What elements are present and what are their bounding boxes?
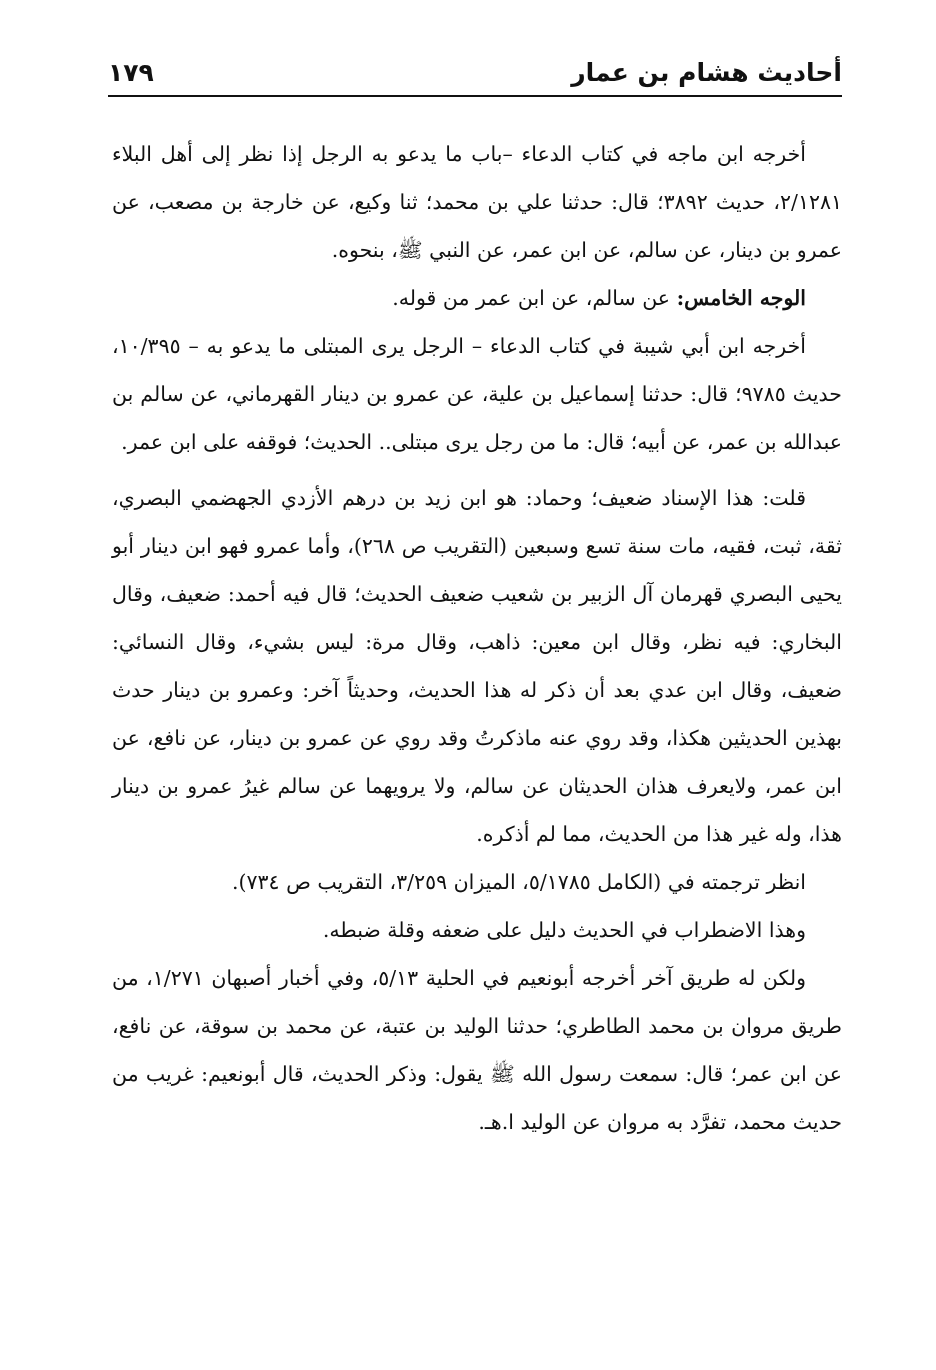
header-rule bbox=[108, 95, 842, 97]
paragraph-fifth-aspect bbox=[112, 274, 842, 322]
paragraph-isnad-critique: قلت: هذا الإسناد ضعيف؛ وحماد: هو ابن زيد بن درهم الأزدي الجهضمي البصري، ثقة، ثبت، فقيه، مات سنة تسع وسبعين (التقريب ص ٢٦٨)، وأما عمرو فهو ابن دينار أبو يحيى البصري قهرمان آل الزبير بن شعيب ضعيف الحديث؛ قال فيه أحمد: ضعيف، وقال البخاري: فيه نظر، وقال ابن معين: ذاهب، وقال مرة: ليس بشيء، وقال النسائي: ضعيف، وقال ابن عدي بعد أن ذكر له هذا الحديث، وحديثاً آخر: وعمرو بن دينار حدث بهذين الحديثين هكذا، وقد روي عنه ماذكرتُ وقد روي عن عمرو بن دينار، عن نافع، عن ابن عمر، ولايعرف هذان الحديثان عن سالم، ولا يرويهما عن سالم غيرُ عمرو بن دينار هذا، وله غير هذا من الحديث، مما لم أذكره. bbox=[112, 486, 842, 846]
paragraph-ibn-majah: أخرجه ابن ماجه في كتاب الدعاء –باب ما يدعو به الرجل إذا نظر إلى أهل البلاء ٢/١٢٨١، حديث ٣٨٩٢؛ قال: حدثنا علي بن محمد؛ ثنا وكيع، عن خارجة بن مصعب، عن عمرو بن دينار، عن سالم، عن ابن عمر، عن النبي ﷺ، بنحوه. bbox=[112, 142, 842, 262]
page-body bbox=[112, 130, 842, 1330]
paragraph-ibn-abi-shaybah: أخرجه ابن أبي شيبة في كتاب الدعاء – الرجل يرى المبتلى ما يدعو به – ١٠/٣٩٥، حديث ٩٧٨٥؛ قال: حدثنا إسماعيل بن علية، عن عمرو بن دينار القهرماني، عن سالم بن عبدالله بن عمر، عن أبيه؛ قال: ما من رجل يرى مبتلى.. الحديث؛ فوقفه على ابن عمر. bbox=[112, 334, 842, 454]
paragraph-abu-nuaym: ولكن له طريق آخر أخرجه أبونعيم في الحلية ٥/١٣، وفي أخبار أصبهان ١/٢٧١، من طريق مروان بن محمد الطاطري؛ حدثنا الوليد بن عتبة، عن محمد بن سوقة، عن نافع، عن ابن عمر؛ قال: سمعت رسول الله ﷺ يقول: وذكر الحديث، قال أبونعيم: غريب من حديث محمد، تفرَّد به مروان عن الوليد ا.هـ. bbox=[112, 966, 842, 1134]
paragraph-idtirab: وهذا الاضطراب في الحديث دليل على ضعفه وقلة ضبطه. bbox=[322, 918, 806, 942]
paragraph-biography-ref: انظر ترجمته في (الكامل ٥/١٧٨٥، الميزان ٣/٢٥٩، التقريب ص ٧٣٤). bbox=[232, 870, 806, 894]
book-title: أحاديث هشام بن عمار bbox=[571, 58, 842, 87]
running-head bbox=[108, 54, 842, 94]
fifth-aspect-text: عن سالم، عن ابن عمر من قوله. bbox=[392, 286, 677, 310]
page-number: ١٧٩ bbox=[108, 58, 154, 87]
fifth-aspect-label: الوجه الخامس: bbox=[676, 286, 806, 310]
